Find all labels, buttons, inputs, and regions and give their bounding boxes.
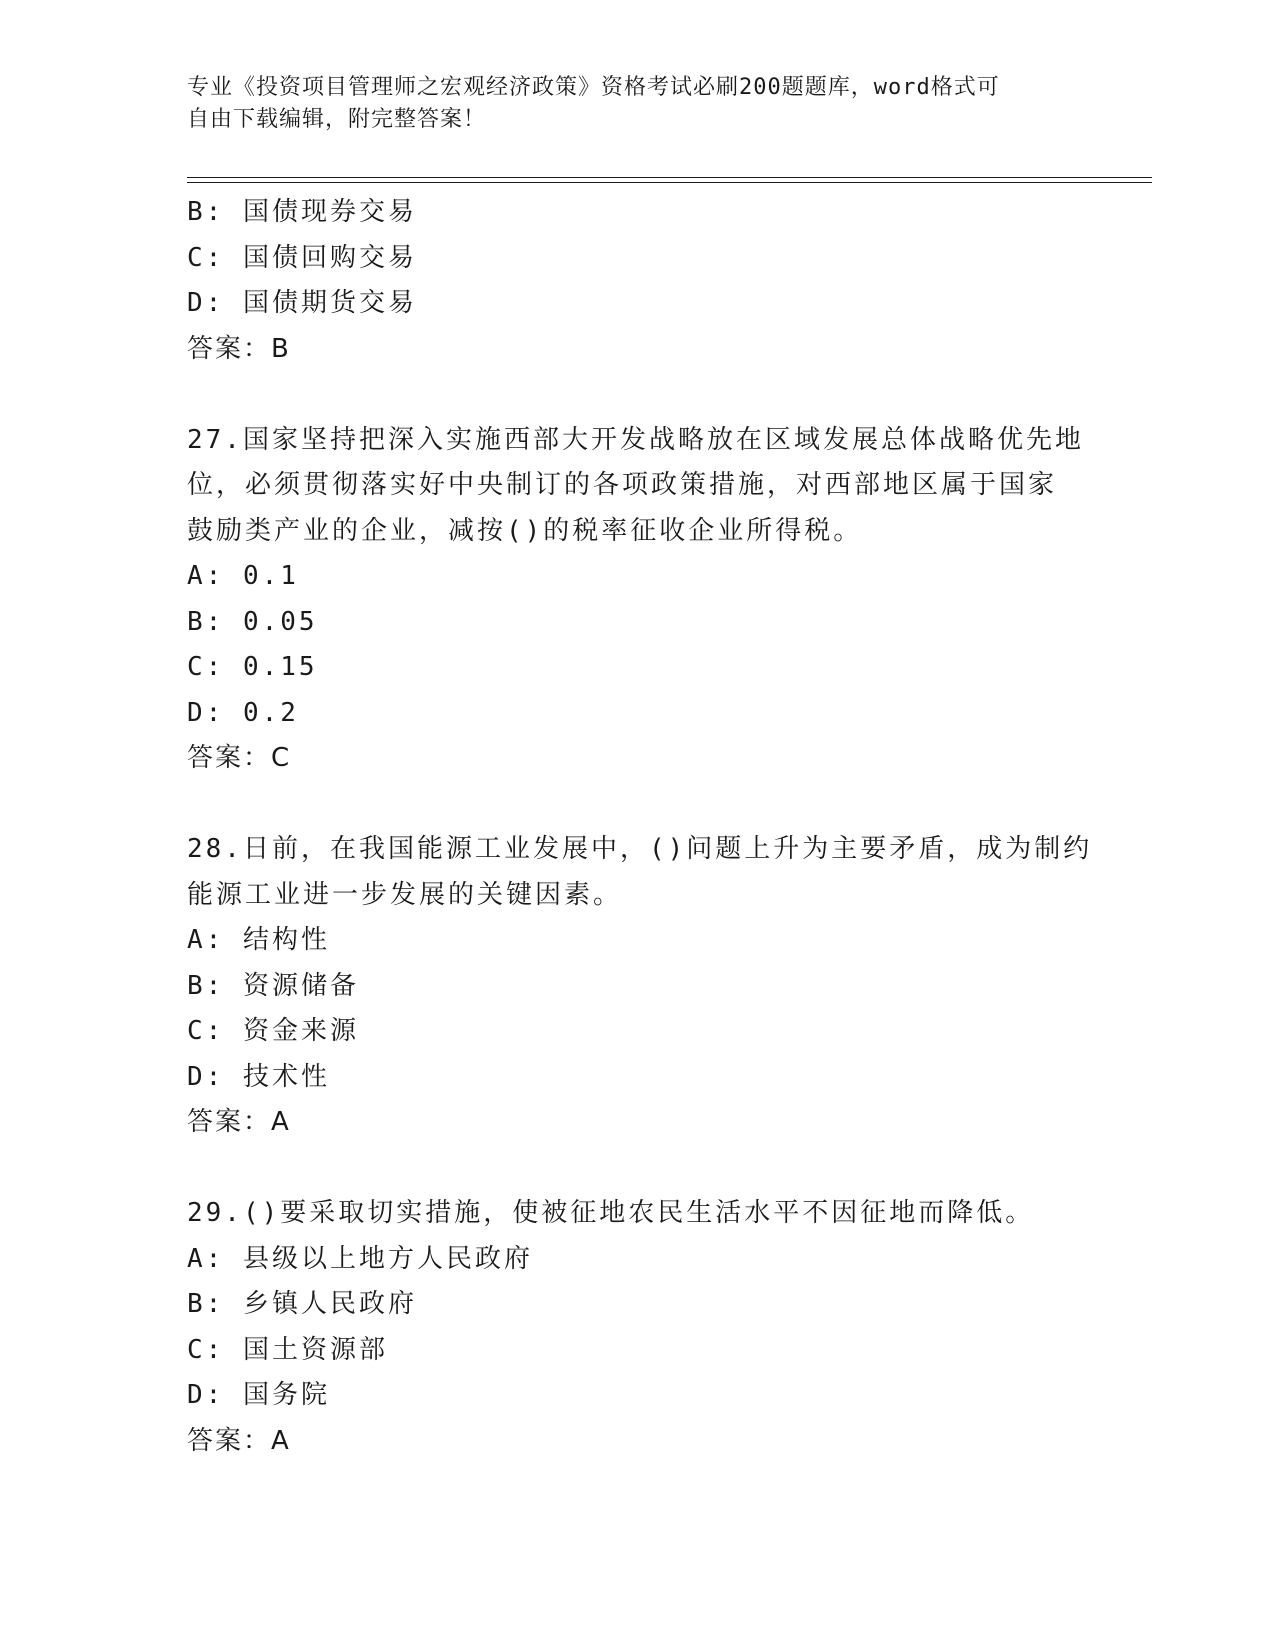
option-b: B: 0.05 <box>187 606 318 637</box>
header-title-line-1: 专业《投资项目管理师之宏观经济政策》资格考试必刷200题题库，word格式可 <box>187 75 1000 100</box>
option-d: D: 技术性 <box>187 1061 330 1092</box>
answer-label: 答案：A <box>187 1425 291 1456</box>
answer-label: 答案：A <box>187 1107 291 1137</box>
question-block-prev <box>187 190 1087 372</box>
option-a: A: 0.1 <box>187 561 299 591</box>
question-text-line: 29.()要采取切实措施，使被征地农民生活水平不因征地而降低。 <box>187 1198 1035 1228</box>
answer-label: 答案：B <box>187 333 291 364</box>
option-a: A: 结构性 <box>187 925 330 955</box>
header-divider-bottom <box>187 182 1152 183</box>
spacer <box>187 782 1087 828</box>
question-text-line: 鼓励类产业的企业，减按()的税率征收企业所得税。 <box>187 515 863 546</box>
answer-label: 答案：C <box>187 743 292 773</box>
question-list <box>187 190 1093 1464</box>
spacer <box>187 372 1087 418</box>
option-c: C: 资金来源 <box>187 1016 359 1046</box>
option-d: D: 国务院 <box>187 1380 330 1410</box>
option-c: C: 国土资源部 <box>187 1334 388 1365</box>
spacer <box>187 1146 1087 1192</box>
option-b: B: 国债现券交易 <box>187 197 417 227</box>
question-text-line: 28.日前，在我国能源工业发展中，()问题上升为主要矛盾，成为制约 <box>187 834 1093 864</box>
question-text-line: 27.国家坚持把深入实施西部大开发战略放在区域发展总体战略优先地 <box>187 424 1084 455</box>
document-header <box>187 72 1087 136</box>
option-c: C: 国债回购交易 <box>187 242 417 273</box>
header-divider-top <box>187 177 1152 178</box>
option-a: A: 县级以上地方人民政府 <box>187 1243 533 1274</box>
header-title-line-2: 自由下载编辑，附完整答案！ <box>187 107 487 132</box>
option-c: C: 0.15 <box>187 652 318 682</box>
option-d: D: 国债期货交易 <box>187 288 417 318</box>
question-block-29 <box>187 1191 1087 1464</box>
option-d: D: 0.2 <box>187 697 299 728</box>
option-b: B: 乡镇人民政府 <box>187 1289 417 1319</box>
question-text-line: 位，必须贯彻落实好中央制订的各项政策措施，对西部地区属于国家 <box>187 470 1058 500</box>
question-block-27 <box>187 418 1087 782</box>
option-b: B: 资源储备 <box>187 970 359 1001</box>
question-block-28 <box>187 827 1093 1146</box>
question-text-line: 能源工业进一步发展的关键因素。 <box>187 879 623 910</box>
